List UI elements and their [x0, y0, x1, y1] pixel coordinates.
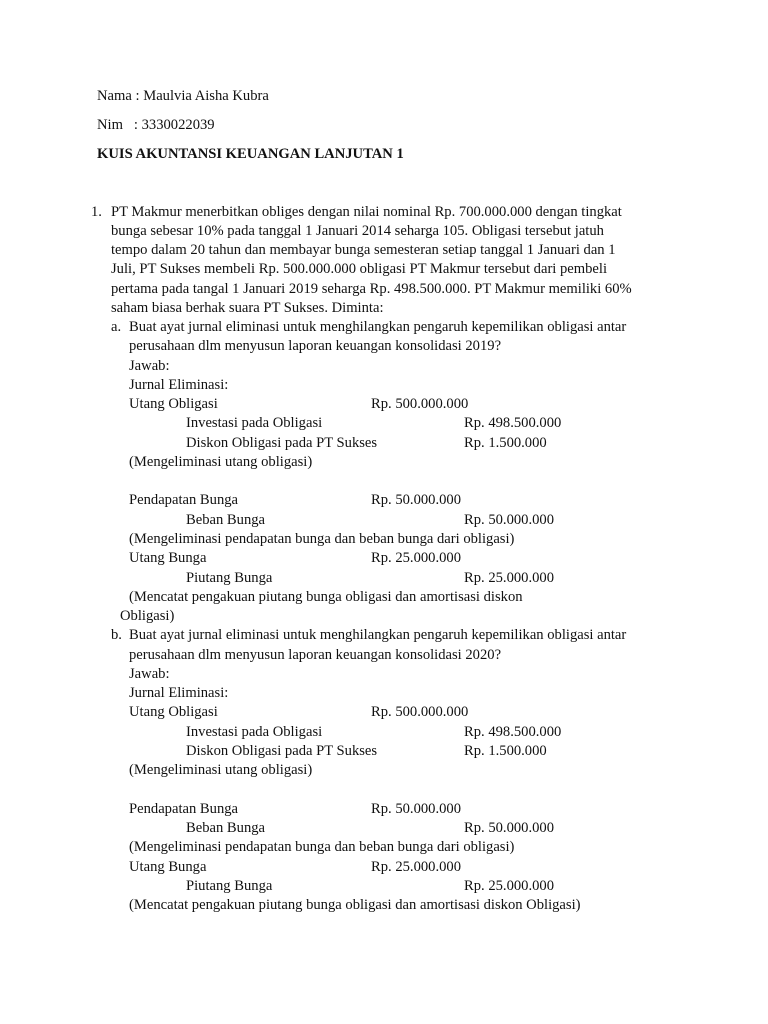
question-line: bunga sebesar 10% pada tanggal 1 Januari 2014 seharga 105. Obligasi tersebut jatuh — [111, 223, 604, 239]
journal-credit-account: Diskon Obligasi pada PT Sukses — [186, 435, 378, 451]
question-line: PT Makmur menerbitkan obliges dengan nilai nominal Rp. 700.000.000 dengan tingkat — [111, 204, 622, 220]
part-a-question: Buat ayat jurnal eliminasi untuk menghilangkan pengaruh kepemilikan obligasi antar — [129, 319, 627, 335]
journal-debit-amount: Rp. 25.000.000 — [371, 550, 461, 566]
journal-debit-amount: Rp. 50.000.000 — [371, 492, 461, 508]
journal-debit-account: Utang Bunga — [129, 550, 207, 566]
journal-note: (Mengeliminasi utang obligasi) — [129, 762, 313, 778]
journal-note: (Mencatat pengakuan piutang bunga obligasi dan amortisasi diskon — [129, 589, 523, 605]
journal-debit-account: Utang Obligasi — [129, 704, 218, 720]
journal-credit-account: Piutang Bunga — [186, 878, 273, 894]
journal-credit-amount: Rp. 498.500.000 — [464, 724, 562, 740]
nim-value: 3330022039 — [141, 117, 215, 133]
journal-credit-amount: Rp. 50.000.000 — [464, 512, 554, 528]
journal-debit-account: Pendapatan Bunga — [129, 492, 239, 508]
question-line: pertama pada tangal 1 Januari 2019 seharga Rp. 498.500.000. PT Makmur memiliki 60% — [111, 281, 632, 297]
journal-credit-amount: Rp. 1.500.000 — [464, 743, 547, 759]
journal-debit-amount: Rp. 500.000.000 — [371, 704, 469, 720]
journal-credit-amount: Rp. 50.000.000 — [464, 820, 554, 836]
nim-label: Nim — [97, 117, 123, 133]
question-line: Juli, PT Sukses membeli Rp. 500.000.000 obligasi PT Makmur tersebut dari pembeli — [111, 261, 608, 277]
part-a-jurnal-heading: Jurnal Eliminasi: — [129, 377, 229, 393]
name-line: Nama : Maulvia Aisha Kubra — [97, 88, 269, 104]
part-a-jawab: Jawab: — [129, 358, 170, 374]
journal-note: (Mengeliminasi pendapatan bunga dan beban bunga dari obligasi) — [129, 531, 515, 547]
part-b-question: Buat ayat jurnal eliminasi untuk menghilangkan pengaruh kepemilikan obligasi antar — [129, 627, 627, 643]
part-b-letter: b. — [111, 627, 122, 643]
journal-note: (Mengeliminasi utang obligasi) — [129, 454, 313, 470]
part-a-question: perusahaan dlm menyusun laporan keuangan konsolidasi 2019? — [129, 338, 502, 354]
journal-credit-amount: Rp. 1.500.000 — [464, 435, 547, 451]
journal-debit-account: Utang Bunga — [129, 859, 207, 875]
journal-debit-account: Utang Obligasi — [129, 396, 218, 412]
name-value: Maulvia Aisha Kubra — [143, 88, 269, 104]
part-b-jawab: Jawab: — [129, 666, 170, 682]
part-a-letter: a. — [111, 319, 122, 335]
document-title: KUIS AKUNTANSI KEUANGAN LANJUTAN 1 — [97, 146, 404, 162]
journal-credit-amount: Rp. 25.000.000 — [464, 570, 554, 586]
journal-credit-account: Piutang Bunga — [186, 570, 273, 586]
part-b-jurnal-heading: Jurnal Eliminasi: — [129, 685, 229, 701]
question-line: tempo dalam 20 tahun dan membayar bunga semesteran setiap tanggal 1 Januari dan 1 — [111, 242, 616, 258]
journal-credit-amount: Rp. 25.000.000 — [464, 878, 554, 894]
journal-debit-amount: Rp. 500.000.000 — [371, 396, 469, 412]
journal-credit-account: Investasi pada Obligasi — [186, 724, 323, 740]
journal-debit-account: Pendapatan Bunga — [129, 801, 239, 817]
journal-note: (Mengeliminasi pendapatan bunga dan beban bunga dari obligasi) — [129, 839, 515, 855]
part-b-question: perusahaan dlm menyusun laporan keuangan konsolidasi 2020? — [129, 647, 502, 663]
journal-credit-account: Beban Bunga — [186, 512, 266, 528]
question-number: 1. — [91, 204, 102, 220]
journal-debit-amount: Rp. 25.000.000 — [371, 859, 461, 875]
question-line: saham biasa berhak suara PT Sukses. Diminta: — [111, 300, 384, 316]
nim-line: Nim : 3330022039 — [97, 117, 215, 133]
journal-note: (Mencatat pengakuan piutang bunga obligasi dan amortisasi diskon Obligasi) — [129, 897, 581, 913]
name-label: Nama — [97, 88, 132, 104]
journal-credit-account: Diskon Obligasi pada PT Sukses — [186, 743, 378, 759]
journal-debit-amount: Rp. 50.000.000 — [371, 801, 461, 817]
journal-credit-account: Beban Bunga — [186, 820, 266, 836]
journal-credit-amount: Rp. 498.500.000 — [464, 415, 562, 431]
journal-credit-account: Investasi pada Obligasi — [186, 415, 323, 431]
journal-note: Obligasi) — [120, 608, 175, 624]
